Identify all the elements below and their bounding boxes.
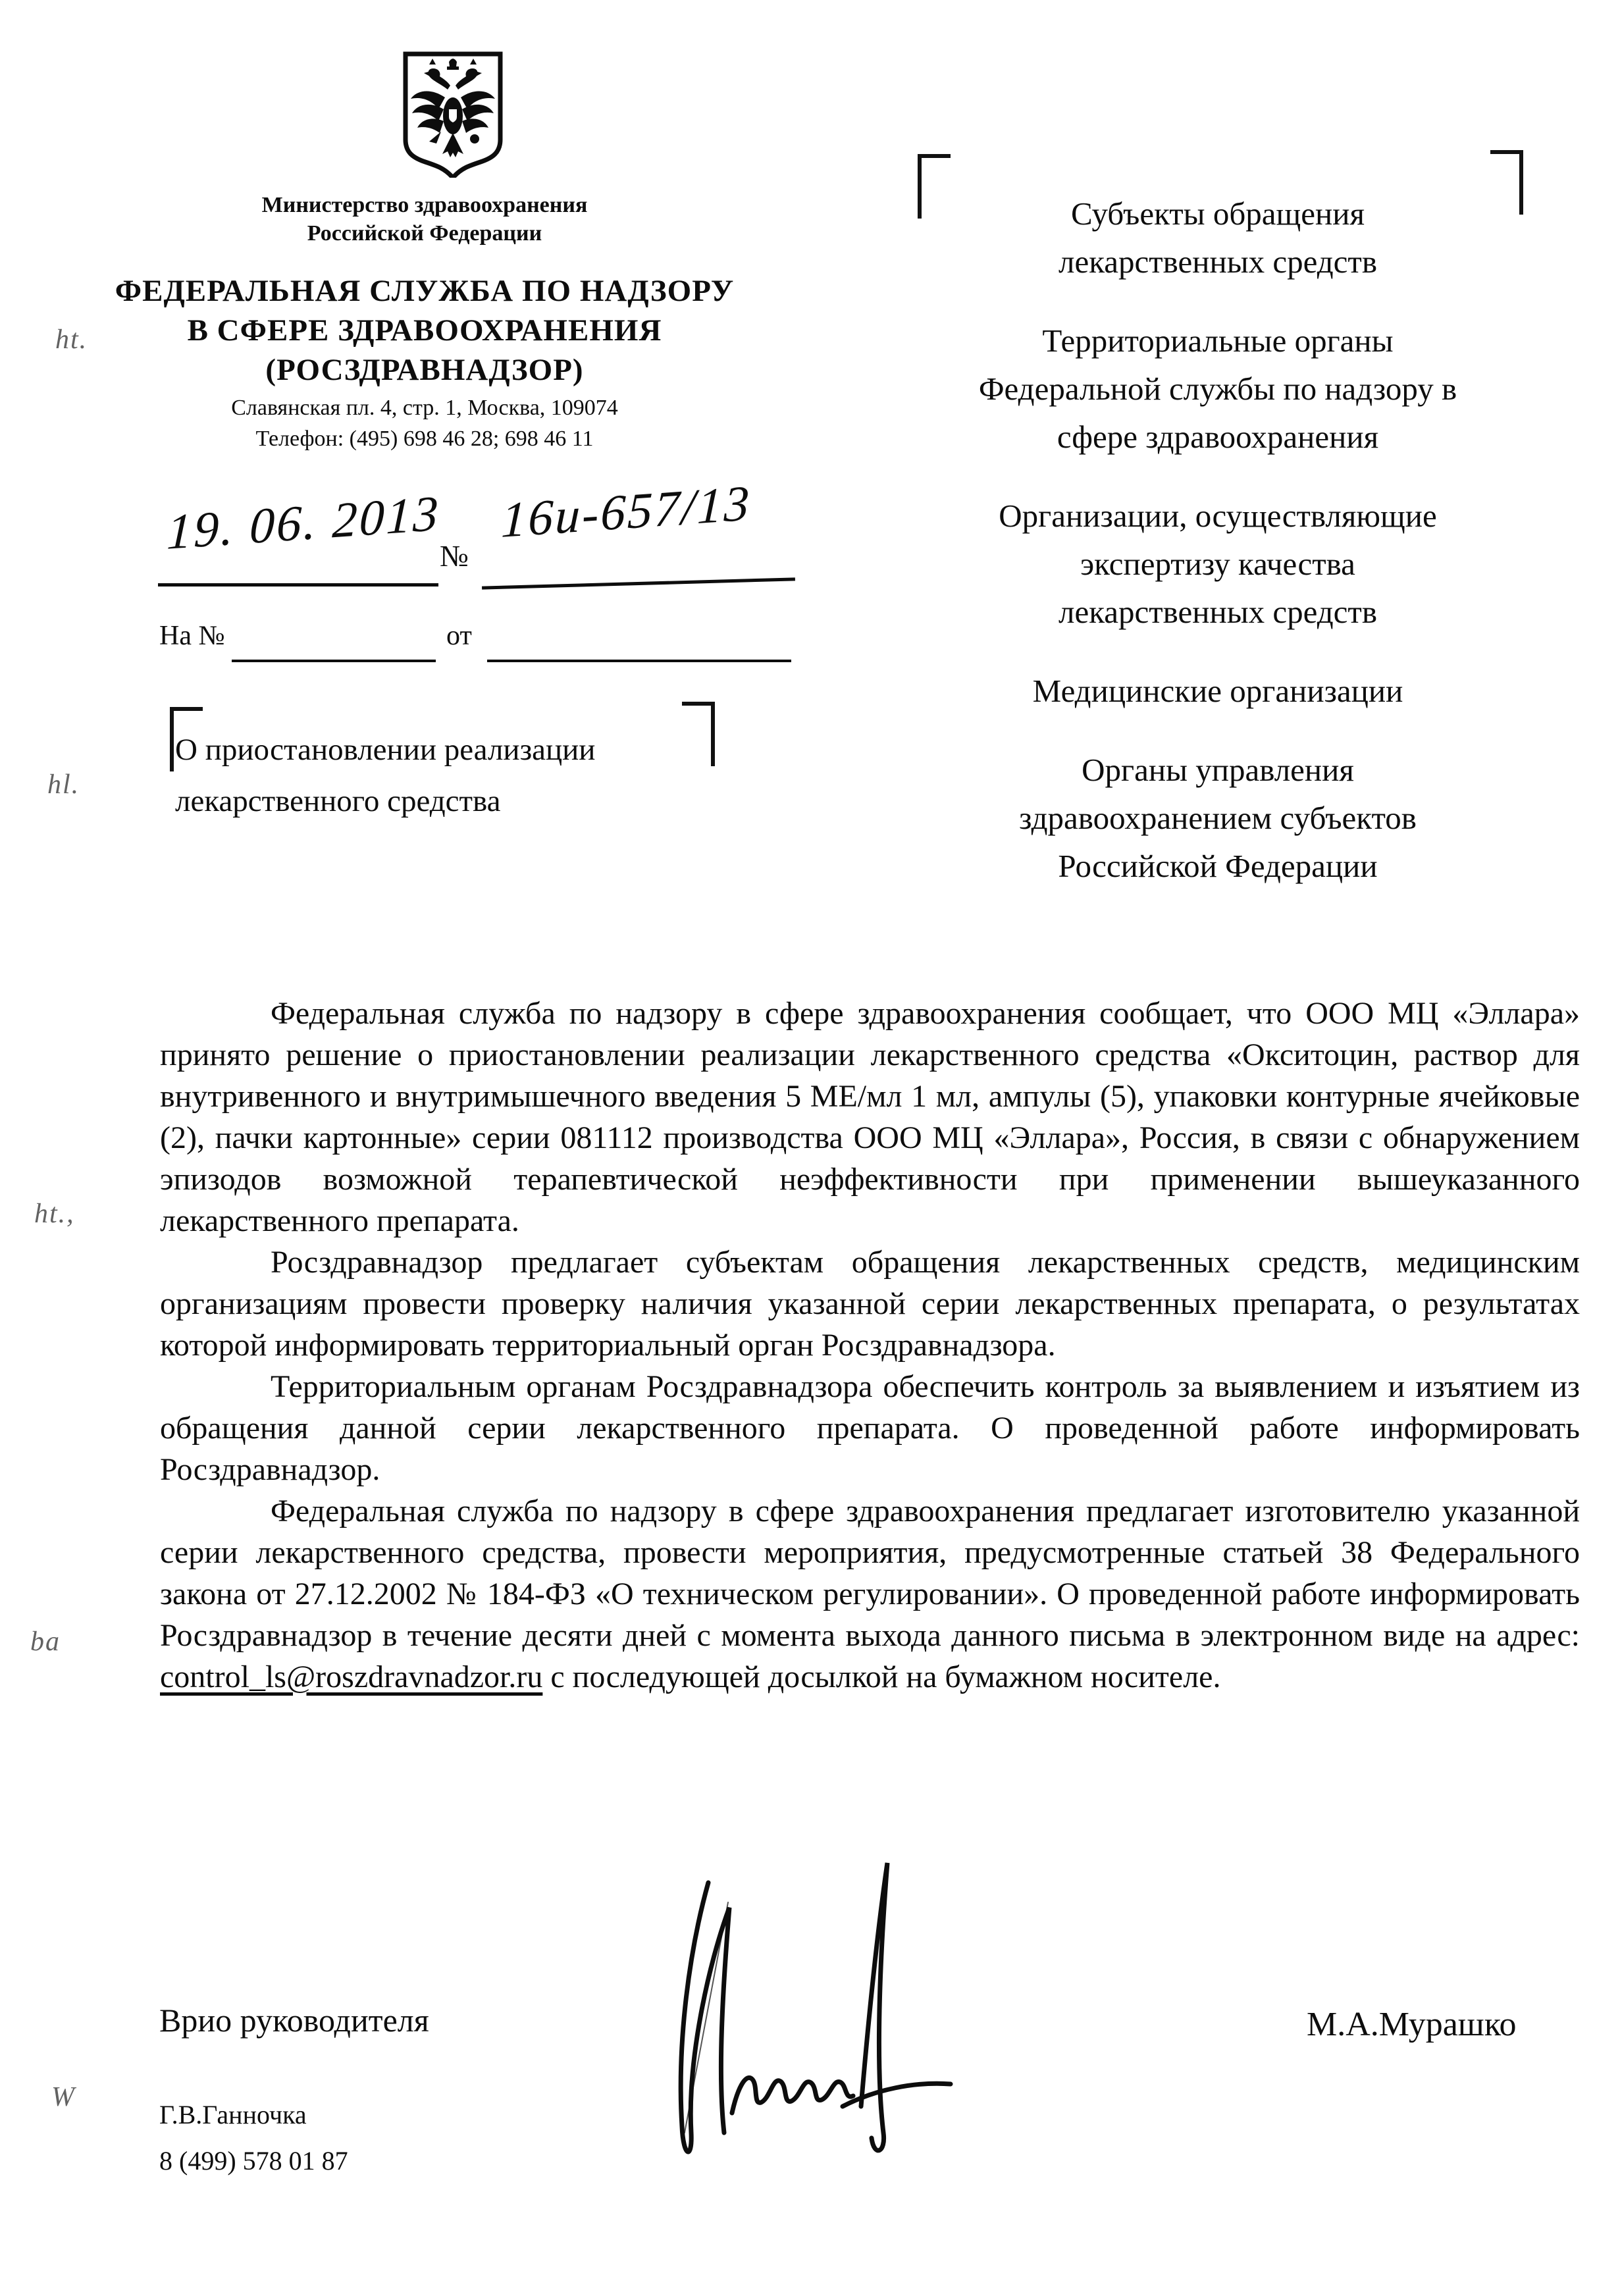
recipient-line: Федеральной службы по надзору в bbox=[978, 371, 1457, 407]
recipient-line: лекарственных средств bbox=[1058, 594, 1377, 630]
recipient-line: здравоохранением субъектов bbox=[1019, 800, 1417, 836]
handwritten-outgoing-number: 16и-657/13 bbox=[500, 475, 752, 548]
handwritten-date: 19. 06. 2013 bbox=[166, 485, 442, 560]
agency-phone: Телефон: (495) 698 46 28; 698 46 11 bbox=[255, 427, 594, 451]
recipient-group bbox=[902, 492, 1534, 636]
number-underline bbox=[482, 577, 795, 589]
recipient-group bbox=[902, 667, 1534, 715]
executor-phone: 8 (499) 578 01 87 bbox=[159, 2146, 348, 2176]
handwritten-signature-icon bbox=[579, 1823, 974, 2192]
subject-line: О приостановлении реализации bbox=[175, 733, 596, 767]
reply-number-blank-line bbox=[232, 660, 436, 662]
recipient-group bbox=[902, 190, 1534, 286]
recipient-group bbox=[902, 746, 1534, 890]
ministry-name bbox=[194, 191, 655, 248]
agency-line: (РОСЗДРАВНАДЗОР) bbox=[265, 353, 584, 387]
recipient-line: Территориальные органы bbox=[1042, 323, 1394, 359]
number-sign: № bbox=[440, 539, 469, 573]
subject-line: лекарственного средства bbox=[175, 784, 501, 818]
contact-email: control_ls@roszdravnadzor.ru bbox=[160, 1659, 543, 1694]
reply-from-date-label: от bbox=[446, 621, 472, 651]
reply-date-blank-line bbox=[487, 660, 791, 662]
agency-line: В СФЕРЕ ЗДРАВООХРАНЕНИЯ bbox=[187, 313, 662, 348]
margin-smudge-mark: hl. bbox=[47, 770, 80, 800]
reply-to-number-label: На № bbox=[159, 621, 225, 651]
double-headed-eagle-icon bbox=[411, 59, 495, 157]
agency-address: Славянская пл. 4, стр. 1, Москва, 109074 bbox=[231, 396, 618, 420]
recipient-line: Российской Федерации bbox=[1058, 848, 1378, 884]
recipients-list bbox=[902, 190, 1534, 921]
executor-name: Г.В.Ганночка bbox=[159, 2100, 307, 2129]
date-underline bbox=[158, 583, 438, 587]
letter-subject bbox=[175, 724, 768, 827]
recipient-group bbox=[902, 317, 1534, 461]
coat-of-arms-icon bbox=[400, 49, 506, 178]
agency-name bbox=[109, 271, 741, 390]
body-paragraph: Росздравнадзор предлагает субъектам обращения лекарственных средств, медицинским организациям провести проверку наличия указанной серии лекарственных препарата, о результатах которой информировать территориальный орган Росздравнадзора. bbox=[160, 1245, 1580, 1363]
recipient-line: лекарственных средств bbox=[1058, 244, 1377, 280]
body-paragraph-text: Федеральная служба по надзору в сфере здравоохранения предлагает изготовителю указанной серии лекарственного средства, провести мероприятия, предусмотренные статьей 38 Федерального закона от 27.12.2002 № 184-ФЗ «О техническом регулировании». О проведенной работе информировать Росздравнадзор в течение десяти дней с момента выхода данного письма в электронном виде на адрес: bbox=[160, 1494, 1580, 1653]
margin-smudge-mark: ht., bbox=[34, 1199, 75, 1229]
body-paragraph-text: с последующей досылкой на бумажном носителе. bbox=[542, 1659, 1221, 1694]
recipient-line: Органы управления bbox=[1082, 752, 1354, 788]
agency-contacts bbox=[161, 392, 688, 454]
ministry-line: Министерство здравоохранения bbox=[261, 193, 588, 217]
body-paragraph bbox=[160, 1490, 1580, 1698]
signer-name: М.А.Мурашко bbox=[1307, 2006, 1517, 2043]
recipient-line: сфере здравоохранения bbox=[1057, 419, 1379, 455]
executor-info bbox=[159, 2092, 348, 2184]
recipient-line: экспертизу качества bbox=[1080, 546, 1355, 582]
letter-body bbox=[160, 993, 1580, 1698]
body-paragraph: Территориальным органам Росздравнадзора обеспечить контроль за выявлением и изъятием из обращения данной серии лекарственного препарата. О проведенной работе информировать Росздравнадзор. bbox=[160, 1369, 1580, 1487]
recipient-line: Медицинские организации bbox=[1032, 673, 1403, 709]
margin-smudge-mark: W bbox=[51, 2082, 76, 2112]
recipient-line: Организации, осуществляющие bbox=[999, 498, 1437, 534]
margin-smudge-mark: ba bbox=[30, 1627, 61, 1657]
signer-position-title: Врио руководителя bbox=[159, 2002, 429, 2039]
recipient-line: Субъекты обращения bbox=[1070, 196, 1365, 232]
agency-line: ФЕДЕРАЛЬНАЯ СЛУЖБА ПО НАДЗОРУ bbox=[115, 274, 735, 308]
margin-smudge-mark: ht. bbox=[55, 325, 88, 355]
body-paragraph: Федеральная служба по надзору в сфере здравоохранения сообщает, что ООО МЦ «Эллара» принято решение о приостановлении реализации лекарственного средства «Окситоцин, раствор для внутривенного и внутримышечного введения 5 МЕ/мл 1 мл, ампулы (5), упаковки контурные ячейковые (2), пачки картонные» серии 081112 производства ООО МЦ «Эллара», Россия, в связи с обнаружением эпизодов возможной терапевтической неэффективности при применении вышеуказанного лекарственного препарата. bbox=[160, 996, 1580, 1238]
ministry-line: Российской Федерации bbox=[307, 221, 542, 246]
